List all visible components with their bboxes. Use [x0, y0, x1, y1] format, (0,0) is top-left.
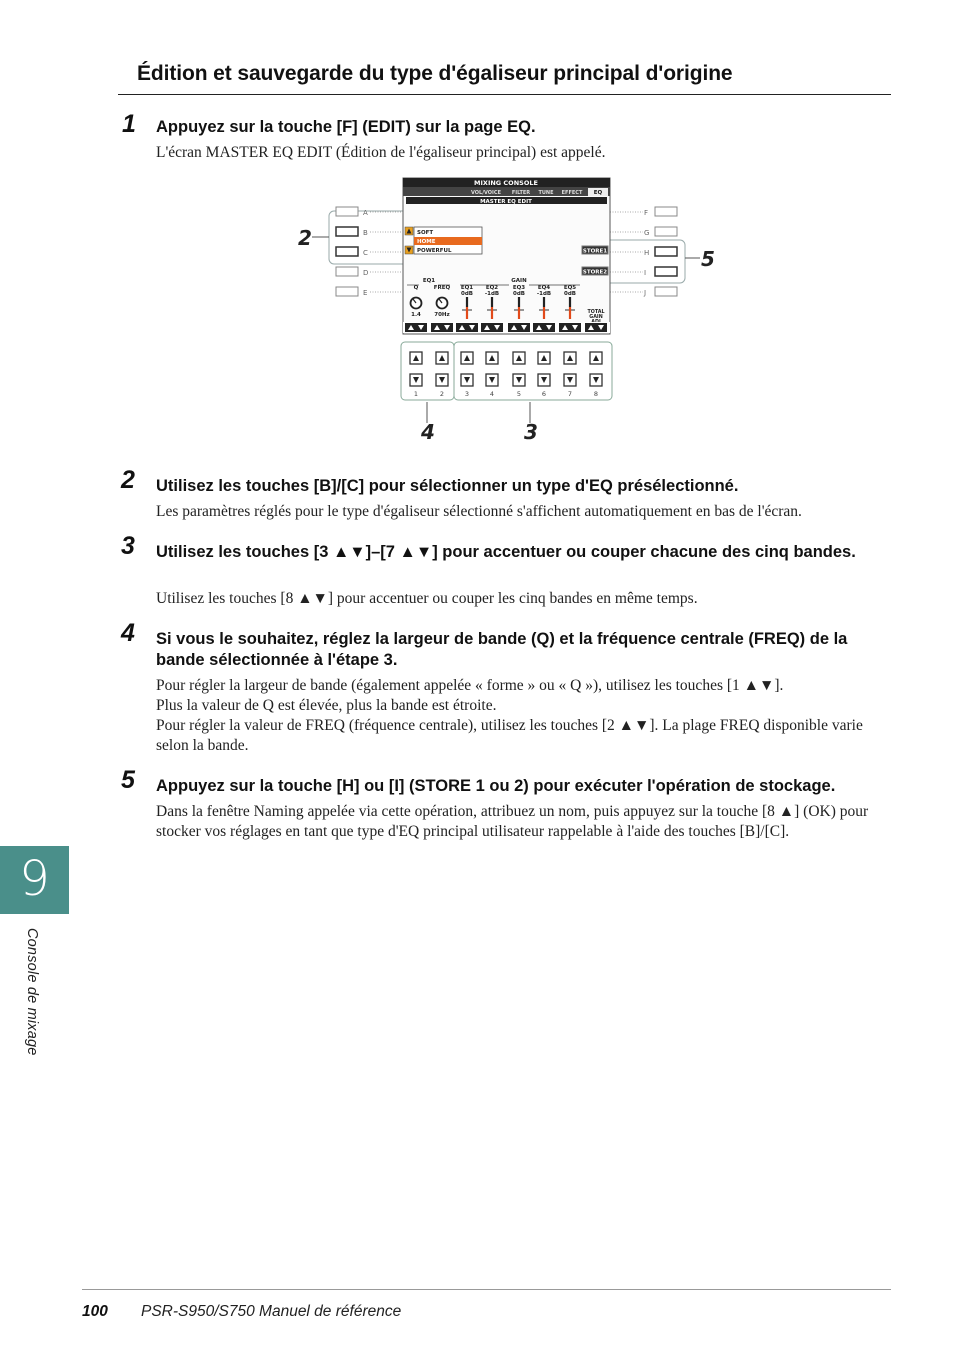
- key-a-label: A: [363, 209, 368, 217]
- screen-arrow-cell-1: [405, 323, 427, 332]
- freq-value: 70Hz: [434, 312, 450, 318]
- key-j-label: J: [644, 289, 647, 297]
- tab-eq[interactable]: EQ: [593, 190, 603, 196]
- screen-arrow-cell-8: [585, 323, 607, 332]
- key-number-1: 1: [413, 390, 419, 398]
- band-name-3: EQ3: [512, 285, 526, 291]
- step-4-body-1: Pour régler la largeur de bande (également appelée « forme » ou « Q »), utilisez les touches [1 ▲▼].: [156, 677, 784, 694]
- tab-effect[interactable]: EFFECT: [561, 190, 583, 196]
- total-gain-line-2: GAIN: [589, 315, 603, 320]
- key-c-button[interactable]: [336, 247, 358, 256]
- key-f-label: F: [644, 209, 649, 217]
- q-label: Q: [413, 285, 419, 291]
- step-5-number: 5: [121, 766, 135, 794]
- key-d-label: D: [363, 269, 369, 277]
- step-4-body-2: Plus la valeur de Q est élevée, plus la bande est étroite.: [156, 697, 497, 714]
- key-number-2: 2: [439, 390, 445, 398]
- step-3-number: 3: [121, 532, 135, 560]
- key-number-4: 4: [489, 390, 495, 398]
- screen-subtitle: MASTER EQ EDIT: [480, 199, 532, 205]
- screen-arrow-cell-2: [431, 323, 453, 332]
- tab-filter[interactable]: FILTER: [511, 190, 531, 196]
- key-number-6: 6: [541, 390, 547, 398]
- chapter-label: Console de mixage: [24, 928, 40, 1056]
- master-eq-edit-figure: [290, 170, 730, 445]
- q-value: 1.4: [411, 312, 421, 318]
- step-5-heading: Appuyez sur la touche [H] ou [I] (STORE 1 ou 2) pour exécuter l'opération de stockage.: [156, 777, 836, 795]
- key-h-button[interactable]: [655, 247, 677, 256]
- callout-2: 2: [298, 226, 312, 250]
- step-1-body: L'écran MASTER EQ EDIT (Édition de l'égaliseur principal) est appelé.: [156, 144, 606, 161]
- callout-3: 3: [524, 420, 538, 444]
- footer-page-number: 100: [82, 1303, 108, 1320]
- key-b-button[interactable]: [336, 227, 358, 236]
- q-freq-button-group: [401, 342, 454, 400]
- key-number-5: 5: [516, 390, 522, 398]
- eq1-header: EQ1: [422, 278, 436, 284]
- band-name-1: EQ1: [460, 285, 474, 291]
- band-value-2: -1dB: [484, 291, 500, 297]
- left-keys: [336, 207, 403, 297]
- band-value-5: 0dB: [564, 291, 576, 297]
- screen-arrow-cell-3: [456, 323, 478, 332]
- band-value-4: -1dB: [536, 291, 552, 297]
- chapter-number: 9: [19, 851, 50, 907]
- step-1-number: 1: [122, 110, 136, 138]
- band-value-3: 0dB: [513, 291, 525, 297]
- footer-rule: [82, 1289, 891, 1290]
- callout-5: 5: [701, 247, 715, 271]
- store2-label: STORE2: [582, 269, 608, 276]
- key-i-label: I: [644, 269, 647, 277]
- step-5-body: Dans la fenêtre Naming appelée via cette opération, attribuez un nom, puis appuyez sur la touche [8 ▲] (OK) pour stocker vos réglages en tant que type d'EQ principal utilisateur rappelable à l'aide des touches [B]/[C].: [156, 803, 869, 840]
- tab-tune[interactable]: TUNE: [538, 190, 554, 196]
- gain-button-group: [454, 342, 612, 400]
- band-name-4: EQ4: [537, 285, 551, 291]
- band-name-2: EQ2: [485, 285, 499, 291]
- step-3-heading: Utilisez les touches [3 ▲▼]–[7 ▲▼] pour accentuer ou couper chacune des cinq bandes.: [156, 543, 856, 561]
- screen-arrow-cell-6: [533, 323, 555, 332]
- screen-arrow-cell-4: [481, 323, 503, 332]
- preset-powerful[interactable]: POWERFUL: [417, 248, 452, 254]
- key-number-3: 3: [464, 390, 470, 398]
- freq-label: FREQ: [433, 285, 451, 291]
- gain-header: GAIN: [511, 278, 527, 284]
- step-1-heading: Appuyez sur la touche [F] (EDIT) sur la page EQ.: [156, 118, 536, 136]
- key-number-7: 7: [567, 390, 573, 398]
- step-2-body: Les paramètres réglés pour le type d'égaliseur sélectionné s'affichent automatiquement en bas de l'écran.: [156, 503, 802, 520]
- key-e-label: E: [363, 289, 368, 297]
- store1-label: STORE1: [582, 248, 608, 255]
- key-i-button[interactable]: [655, 267, 677, 276]
- key-g-button[interactable]: [655, 227, 677, 236]
- tab-vol-voice[interactable]: VOL/VOICE: [470, 190, 502, 196]
- callout-4: 4: [421, 420, 435, 444]
- total-gain-line-1: TOTAL: [587, 310, 605, 315]
- preset-soft[interactable]: SOFT: [417, 230, 434, 236]
- key-c-label: C: [363, 249, 368, 257]
- screen-title: MIXING CONSOLE: [474, 179, 538, 187]
- key-h-label: H: [644, 249, 650, 257]
- key-g-label: G: [644, 229, 650, 237]
- band-value-1: 0dB: [461, 291, 473, 297]
- physical-keys: [410, 352, 602, 398]
- screen-arrow-cell-5: [508, 323, 530, 332]
- footer-title: PSR-S950/S750 Manuel de référence: [141, 1303, 402, 1320]
- preset-home[interactable]: HOME: [417, 239, 436, 245]
- key-b-label: B: [363, 229, 368, 237]
- title-rule: [118, 94, 891, 95]
- page-title: Édition et sauvegarde du type d'égaliseur principal d'origine: [137, 62, 733, 85]
- key-e-button[interactable]: [336, 287, 358, 296]
- band-name-5: EQ5: [563, 285, 577, 291]
- screen-arrow-cell-7: [559, 323, 581, 332]
- step-2-heading: Utilisez les touches [B]/[C] pour sélectionner un type d'EQ présélectionné.: [156, 477, 739, 495]
- key-a-button[interactable]: [336, 207, 358, 216]
- step-2-number: 2: [121, 466, 135, 494]
- key-d-button[interactable]: [336, 267, 358, 276]
- key-number-8: 8: [593, 390, 599, 398]
- step-4-number: 4: [121, 619, 135, 647]
- step-4-heading: Si vous le souhaitez, réglez la largeur de bande (Q) et la fréquence centrale (FREQ) de la bande sélectionnée à l'étape 3.: [156, 630, 848, 669]
- step-3-body: Utilisez les touches [8 ▲▼] pour accentuer ou couper les cinq bandes en même temps.: [156, 590, 698, 607]
- key-j-button[interactable]: [655, 287, 677, 296]
- step-4-body-3: Pour régler la valeur de FREQ (fréquence centrale), utilisez les touches [2 ▲▼]. La plage FREQ disponible varie selon la bande.: [156, 717, 863, 754]
- key-f-button[interactable]: [655, 207, 677, 216]
